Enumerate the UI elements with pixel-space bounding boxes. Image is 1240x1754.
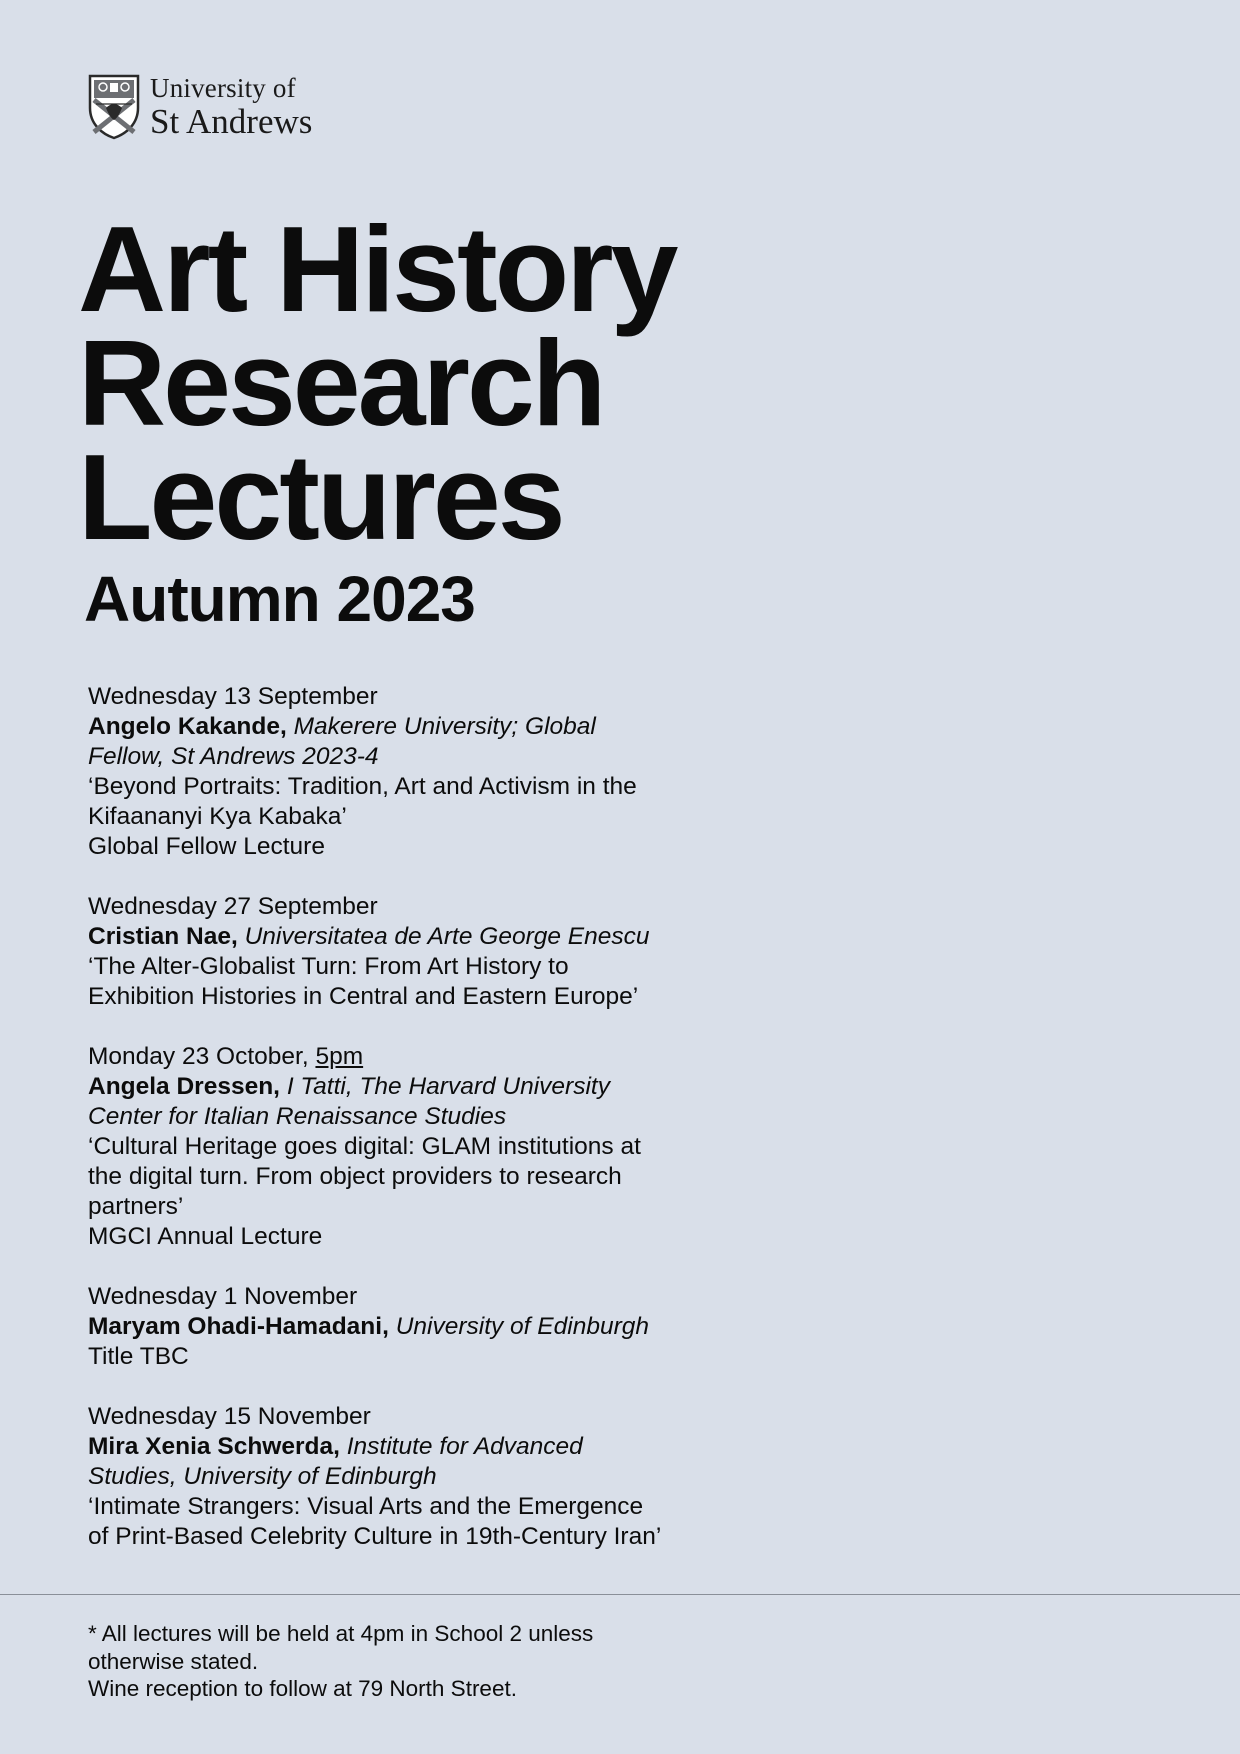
lecture-time: 5pm	[315, 1043, 364, 1070]
footer-line: * All lectures will be held at 4pm in School 2 unless	[88, 1621, 594, 1646]
lecture-series: MGCI Annual Lecture	[88, 1223, 323, 1250]
lecture-item	[88, 682, 688, 862]
lecture-title: ‘Beyond Portraits: Tradition, Art and Activism in the	[88, 773, 637, 800]
footer-line: Wine reception to follow at 79 North Street.	[88, 1676, 517, 1701]
lecture-title: Exhibition Histories in Central and Eastern Europe’	[88, 983, 639, 1010]
lecture-speaker: Maryam Ohadi-Hamadani,	[88, 1313, 389, 1340]
lecture-date: Wednesday 27 September	[88, 893, 378, 920]
lecture-series: Global Fellow Lecture	[88, 833, 325, 860]
lecture-title: of Print-Based Celebrity Culture in 19th-Century Iran’	[88, 1523, 662, 1550]
lecture-speaker-line	[88, 712, 688, 742]
logo-wordmark	[150, 75, 312, 139]
lecture-date: Monday 23 October,	[88, 1043, 309, 1070]
lecture-date-line	[88, 1042, 688, 1072]
title-line: Research	[78, 315, 604, 451]
lecture-date: Wednesday 13 September	[88, 683, 378, 710]
lecture-affiliation: Studies, University of Edinburgh	[88, 1463, 437, 1490]
lecture-title: Title TBC	[88, 1343, 189, 1370]
lecture-title: ‘Intimate Strangers: Visual Arts and the Emergence	[88, 1493, 644, 1520]
lecture-speaker-line	[88, 1312, 688, 1342]
footer-divider	[0, 1594, 1240, 1595]
lecture-date: Wednesday 1 November	[88, 1283, 358, 1310]
lecture-affiliation: Makerere University; Global	[293, 713, 596, 740]
title-line: Lectures	[78, 429, 563, 565]
lecture-speaker-line	[88, 1072, 688, 1102]
lecture-speaker-line	[88, 1432, 688, 1462]
lecture-title: partners’	[88, 1193, 184, 1220]
lecture-affiliation: Center for Italian Renaissance Studies	[88, 1103, 507, 1130]
lecture-title: Kifaananyi Kya Kabaka’	[88, 803, 347, 830]
lecture-affiliation: Universitatea de Arte George Enescu	[244, 923, 650, 950]
logo-line-university-of: University of	[150, 73, 296, 103]
lecture-item	[88, 892, 688, 1012]
lecture-list	[88, 682, 688, 1552]
lecture-date: Wednesday 15 November	[88, 1403, 371, 1430]
university-logo	[88, 74, 312, 140]
crest-icon	[88, 74, 140, 140]
logo-line-st-andrews: St Andrews	[150, 102, 313, 141]
lecture-item	[88, 1282, 688, 1372]
lecture-title: ‘The Alter-Globalist Turn: From Art History to	[88, 953, 569, 980]
lecture-affiliation: Fellow, St Andrews 2023-4	[88, 743, 379, 770]
lecture-affiliation: University of Edinburgh	[395, 1313, 649, 1340]
lecture-speaker: Mira Xenia Schwerda,	[88, 1433, 340, 1460]
footer-line: otherwise stated.	[88, 1648, 259, 1674]
lecture-item	[88, 1402, 688, 1552]
lecture-item	[88, 1042, 688, 1252]
lecture-speaker: Angelo Kakande,	[88, 713, 287, 740]
title-line: Art History	[78, 201, 676, 337]
lecture-title: ‘Cultural Heritage goes digital: GLAM institutions at	[88, 1133, 641, 1160]
lecture-affiliation: Institute for Advanced	[346, 1433, 583, 1460]
poster-subtitle: Autumn 2023	[84, 563, 475, 635]
lecture-speaker: Cristian Nae,	[88, 923, 238, 950]
lecture-speaker: Angela Dressen,	[88, 1073, 280, 1100]
lecture-title: the digital turn. From object providers to research	[88, 1163, 622, 1190]
footer-note	[88, 1620, 593, 1703]
poster-title	[78, 201, 676, 565]
lecture-speaker-line	[88, 922, 688, 952]
lecture-affiliation: I Tatti, The Harvard University	[286, 1073, 610, 1100]
